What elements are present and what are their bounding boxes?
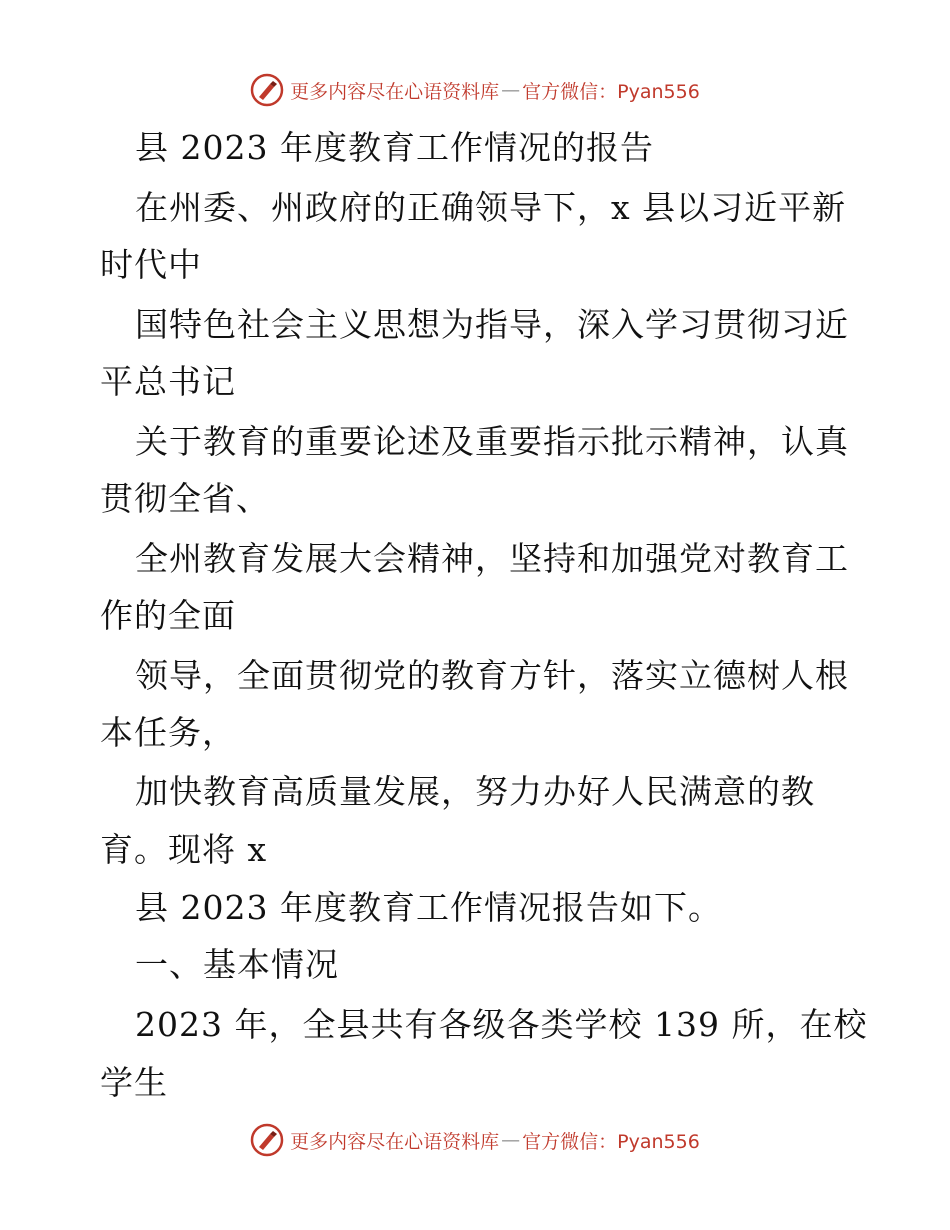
paragraph-line: 县 2023 年度教育工作情况报告如下。 — [135, 888, 722, 927]
paragraph-line: 2023 年，全县共有各级各类学校 139 所，在校 — [135, 1005, 868, 1044]
paragraph-line: 时代中 — [100, 245, 202, 284]
pen-seal-icon — [250, 1123, 284, 1157]
paragraph-line: 育。现将 x — [100, 830, 268, 869]
watermark-text: 更多内容尽在心语资料库 — [290, 1130, 500, 1153]
paragraph-line: 关于教育的重要论述及重要指示批示精神，认真 — [135, 422, 849, 461]
paragraph-line: 平总书记 — [100, 362, 236, 401]
paragraph-line: 作的全面 — [100, 596, 236, 635]
watermark-separator: — — [501, 79, 521, 101]
paragraph-line: 国特色社会主义思想为指导，深入学习贯彻习近 — [135, 305, 849, 344]
paragraph-line: 全州教育发展大会精神，坚持和加强党对教育工 — [135, 539, 849, 578]
watermark-text: 更多内容尽在心语资料库 — [290, 80, 500, 103]
watermark-separator: — — [501, 1129, 521, 1151]
pen-seal-icon — [250, 73, 284, 107]
watermark-contact: 官方微信：Pyan556 — [522, 80, 700, 103]
document-title: 县 2023 年度教育工作情况的报告 — [135, 128, 654, 167]
paragraph-line: 贯彻全省、 — [100, 479, 270, 518]
header-watermark — [0, 70, 950, 110]
paragraph-line: 领导，全面贯彻党的教育方针，落实立德树人根 — [135, 656, 849, 695]
footer-watermark — [0, 1120, 950, 1160]
paragraph-line: 本任务， — [100, 713, 236, 752]
paragraph-line: 在州委、州政府的正确领导下，x 县以习近平新 — [135, 188, 847, 227]
section-heading: 一、基本情况 — [135, 945, 339, 984]
paragraph-line: 加快教育高质量发展，努力办好人民满意的教 — [135, 772, 815, 811]
paragraph-line: 学生 — [100, 1063, 168, 1102]
watermark-contact: 官方微信：Pyan556 — [522, 1130, 700, 1153]
